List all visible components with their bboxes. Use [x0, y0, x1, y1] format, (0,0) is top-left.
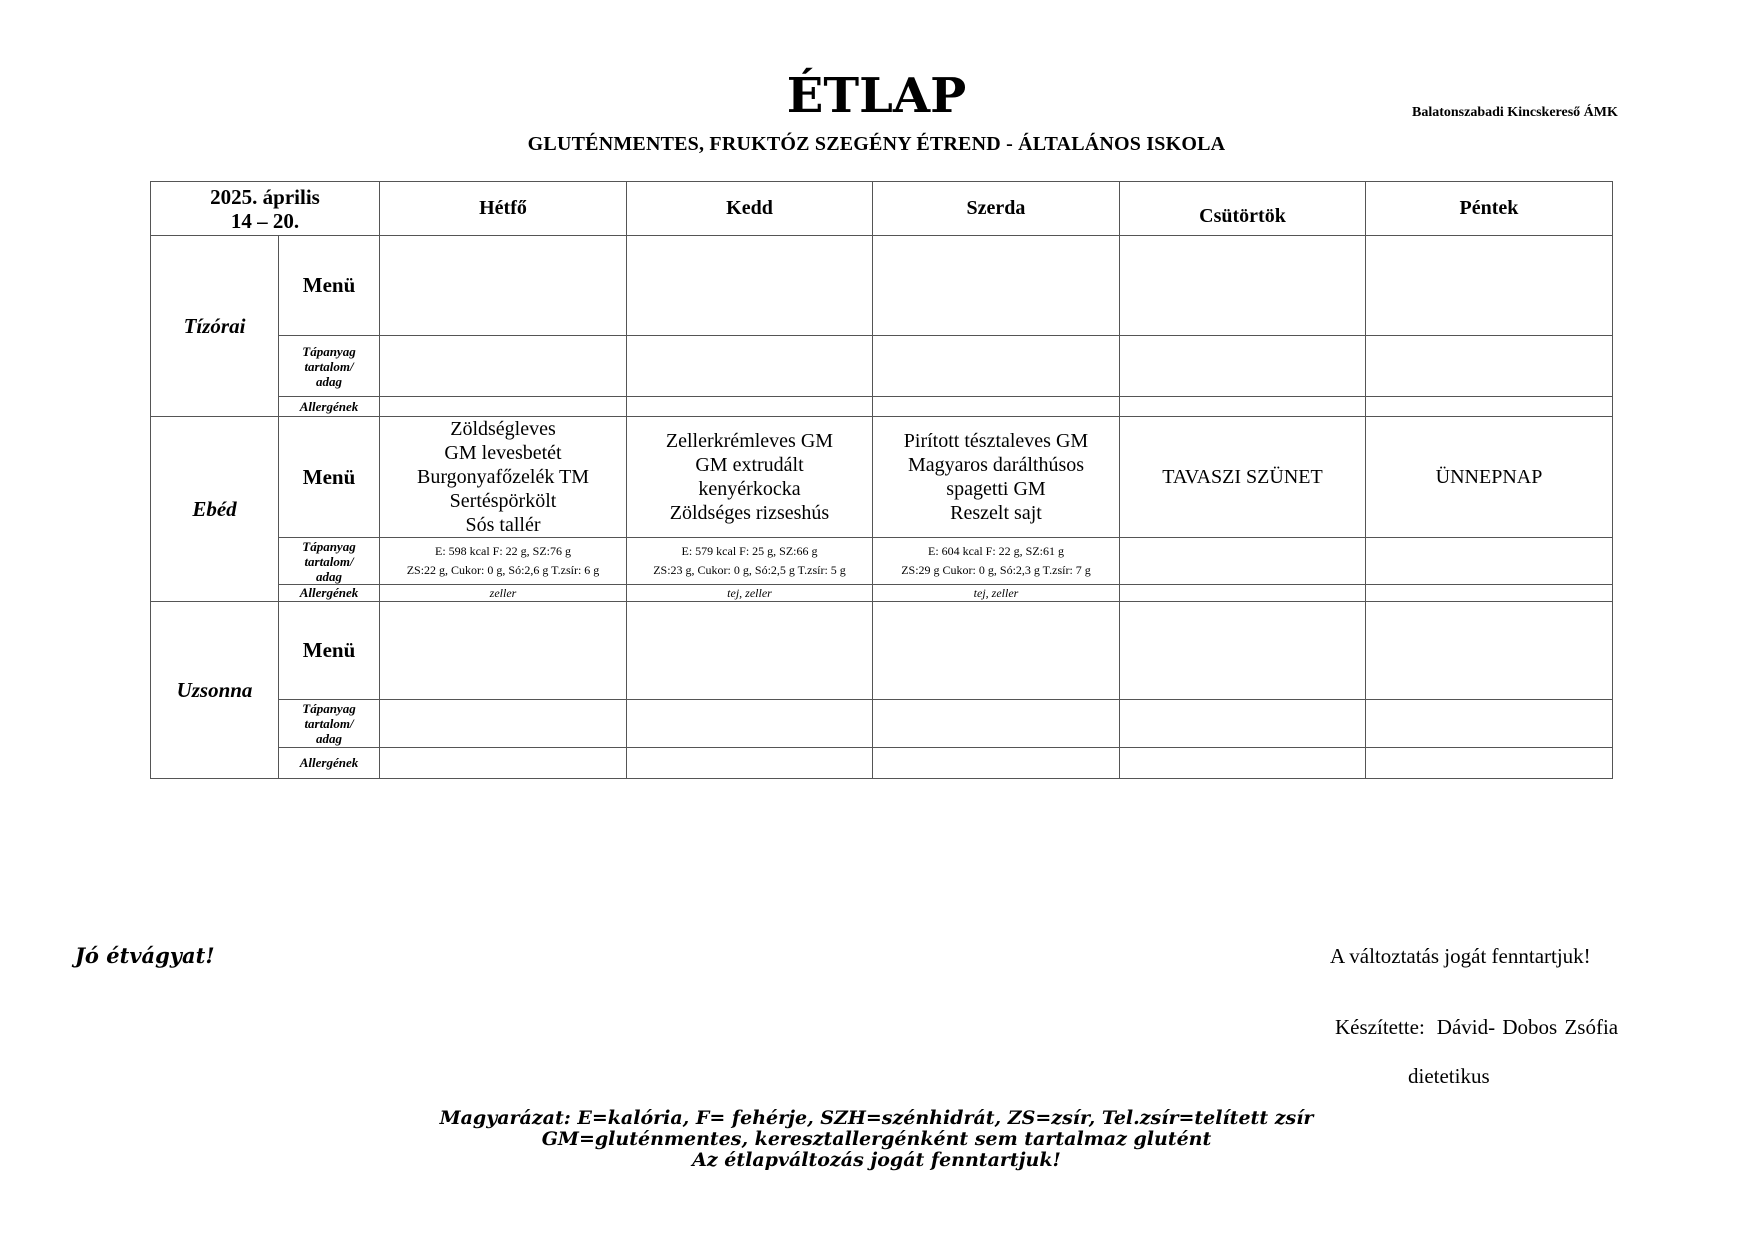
- nutrition-label-line: Tápanyag: [302, 538, 356, 554]
- dish-item: GM extrudált: [695, 454, 804, 476]
- page-subtitle: GLUTÉNMENTES, FRUKTÓZ SZEGÉNY ÉTREND - ÁLTALÁNOS ISKOLA: [527, 133, 1226, 155]
- row-label-allergens: Allergének: [279, 748, 380, 779]
- allergen-cell: [1120, 748, 1366, 779]
- nutrition-line: ZS:29 g Cukor: 0 g, Só:2,3 g T.zsír: 7 g: [901, 563, 1091, 577]
- row-label-nutrition: [279, 336, 380, 397]
- allergen-cell: [1120, 397, 1366, 417]
- nutrition-line: ZS:23 g, Cukor: 0 g, Só:2,5 g T.zsír: 5 g: [653, 563, 846, 577]
- allergen-cell: [1366, 585, 1613, 602]
- allergen-cell: [380, 748, 627, 779]
- weekly-menu-table: [150, 181, 1613, 779]
- allergen-cell: [1366, 397, 1613, 417]
- lunch-allergens-monday: zeller: [380, 585, 627, 602]
- row-label-nutrition: [279, 538, 380, 585]
- dish-item: Sós tallér: [465, 514, 541, 536]
- dish-item: Sertéspörkölt: [449, 490, 557, 512]
- lunch-nutrition-tuesday: [627, 538, 873, 585]
- nutrition-line: E: 604 kcal F: 22 g, SZ:61 g: [928, 544, 1064, 558]
- allergen-cell: [873, 397, 1120, 417]
- lunch-menu-monday: [380, 417, 627, 538]
- nutrition-cell: [873, 336, 1120, 397]
- menu-cell: [1366, 236, 1613, 336]
- lunch-menu-row: [151, 417, 1613, 538]
- day-header-tuesday: Kedd: [627, 182, 873, 236]
- morning-snack-nutrition-row: [151, 336, 1613, 397]
- lunch-menu-tuesday: [627, 417, 873, 538]
- allergen-cell: [1366, 748, 1613, 779]
- lunch-nutrition-monday: [380, 538, 627, 585]
- institution-name: Balatonszabadi Kincskereső ÁMK: [1412, 105, 1618, 120]
- menu-cell: [1120, 236, 1366, 336]
- dish-item: spagetti GM: [946, 478, 1046, 500]
- lunch-menu-thursday: TAVASZI SZÜNET: [1120, 417, 1366, 538]
- afternoon-snack-menu-row: [151, 602, 1613, 700]
- menu-cell: [627, 602, 873, 700]
- row-label-allergens: Allergének: [279, 397, 380, 417]
- allergen-cell: [873, 748, 1120, 779]
- prepared-by: [1335, 1015, 1618, 1040]
- lunch-allergens-tuesday: tej, zeller: [627, 585, 873, 602]
- nutrition-label-line: adag: [316, 731, 342, 746]
- menu-cell: [873, 602, 1120, 700]
- allergen-cell: [1120, 585, 1366, 602]
- nutrition-label-line: adag: [316, 568, 342, 584]
- morning-snack-menu-row: [151, 236, 1613, 336]
- legend-block: [0, 1108, 1753, 1171]
- nutrition-cell: [380, 336, 627, 397]
- allergen-cell: [380, 397, 627, 417]
- menu-cell: [1366, 602, 1613, 700]
- row-label-menu: Menü: [279, 602, 380, 700]
- nutrition-label-line: tartalom/: [304, 553, 354, 569]
- lunch-menu-wednesday: [873, 417, 1120, 538]
- afternoon-snack-allergens-row: [151, 748, 1613, 779]
- greeting-text: Jó étvágyat!: [75, 943, 215, 968]
- menu-cell: [1120, 602, 1366, 700]
- date-range-cell: [151, 182, 380, 236]
- nutrition-cell: [627, 336, 873, 397]
- day-header-friday: Péntek: [1366, 182, 1613, 236]
- nutrition-cell: [1366, 538, 1613, 585]
- menu-cell: [627, 236, 873, 336]
- nutrition-label-line: tartalom/: [304, 358, 354, 374]
- lunch-allergens-row: [151, 585, 1613, 602]
- dish-item: Zöldségleves: [450, 418, 556, 440]
- morning-snack-allergens-row: [151, 397, 1613, 417]
- nutrition-line: E: 598 kcal F: 22 g, SZ:76 g: [435, 544, 571, 558]
- nutrition-cell: [1120, 538, 1366, 585]
- nutrition-cell: [1120, 336, 1366, 397]
- prepared-label: Készítette:: [1335, 1015, 1425, 1039]
- lunch-menu-friday: ÜNNEPNAP: [1366, 417, 1613, 538]
- row-label-menu: Menü: [279, 236, 380, 336]
- prepared-role: dietetikus: [1408, 1064, 1490, 1088]
- nutrition-cell: [1366, 700, 1613, 748]
- lunch-nutrition-row: [151, 538, 1613, 585]
- legend-line: GM=gluténmentes, keresztallergénként sem tartalmaz glutént: [541, 1128, 1212, 1150]
- legend-line: Magyarázat: E=kalória, F= fehérje, SZH=szénhidrát, ZS=zsír, Tel.zsír=telített zsír: [439, 1107, 1314, 1129]
- dish-item: Pirított tésztaleves GM: [903, 430, 1089, 452]
- nutrition-cell: [627, 700, 873, 748]
- prepared-name: Dávid- Dobos Zsófia: [1436, 1015, 1619, 1039]
- day-header-thursday: Csütörtök: [1120, 182, 1366, 236]
- allergen-cell: [627, 748, 873, 779]
- nutrition-label-line: Tápanyag: [302, 343, 356, 359]
- dish-item: Magyaros darálthúsos: [907, 454, 1085, 476]
- menu-cell: [380, 236, 627, 336]
- header-row: [151, 182, 1613, 236]
- meal-label-lunch: Ebéd: [151, 417, 279, 602]
- lunch-nutrition-wednesday: [873, 538, 1120, 585]
- nutrition-cell: [873, 700, 1120, 748]
- menu-cell: [873, 236, 1120, 336]
- disclaimer-text: A változtatás jogát fenntartjuk!: [1330, 944, 1591, 968]
- nutrition-label-line: tartalom/: [304, 716, 354, 731]
- dish-item: GM levesbetét: [444, 442, 562, 464]
- nutrition-label-line: adag: [316, 373, 342, 389]
- nutrition-line: E: 579 kcal F: 25 g, SZ:66 g: [681, 544, 818, 558]
- allergen-cell: [627, 397, 873, 417]
- meal-label-morning-snack: Tízórai: [151, 236, 279, 417]
- afternoon-snack-nutrition-row: [151, 700, 1613, 748]
- date-days: 14 – 20.: [230, 208, 300, 233]
- nutrition-line: ZS:22 g, Cukor: 0 g, Só:2,6 g T.zsír: 6 g: [406, 563, 600, 577]
- page-title: ÉTLAP: [786, 68, 967, 124]
- dish-item: Zöldséges rizseshús: [669, 502, 830, 524]
- menu-cell: [380, 602, 627, 700]
- meal-label-afternoon-snack: Uzsonna: [151, 602, 279, 779]
- row-label-allergens: Allergének: [279, 585, 380, 602]
- nutrition-cell: [380, 700, 627, 748]
- row-label-nutrition: [279, 700, 380, 748]
- nutrition-label-line: Tápanyag: [302, 701, 356, 716]
- legend-line: Az étlapváltozás jogát fenntartjuk!: [692, 1149, 1061, 1171]
- row-label-menu: Menü: [279, 417, 380, 538]
- dish-item: Zellerkrémleves GM: [665, 430, 834, 452]
- day-header-monday: Hétfő: [380, 182, 627, 236]
- nutrition-cell: [1120, 700, 1366, 748]
- day-header-wednesday: Szerda: [873, 182, 1120, 236]
- dish-item: Reszelt sajt: [950, 502, 1042, 524]
- date-month: 2025. április: [210, 184, 320, 209]
- dish-item: Burgonyafőzelék TM: [416, 466, 589, 488]
- lunch-allergens-wednesday: tej, zeller: [873, 585, 1120, 602]
- dish-item: kenyérkocka: [698, 478, 801, 500]
- nutrition-cell: [1366, 336, 1613, 397]
